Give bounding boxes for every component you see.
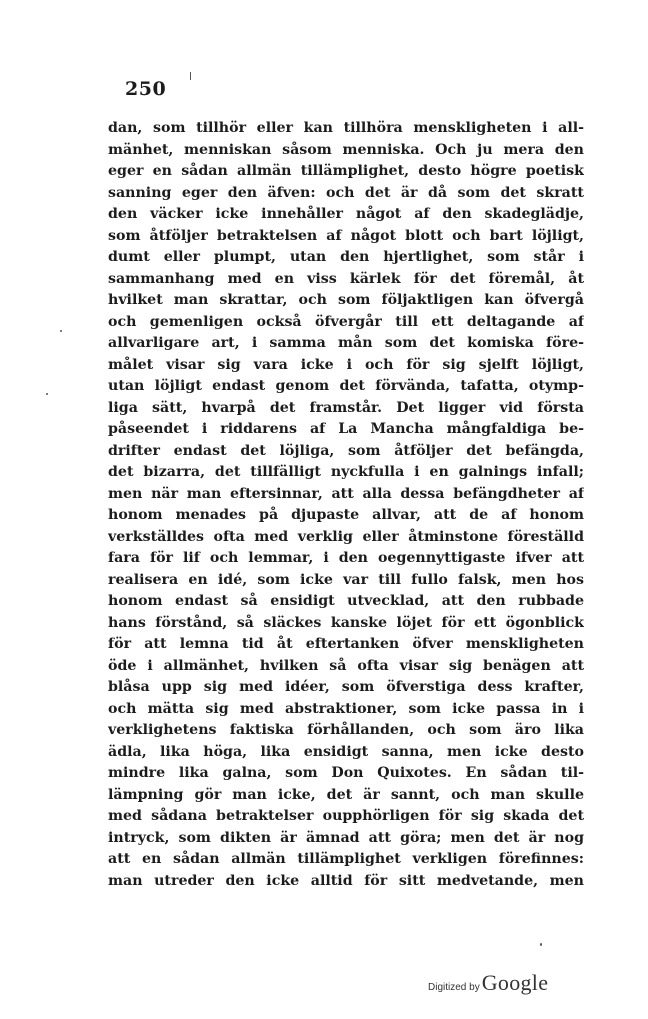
text-line: dan, som tillhör eller kan tillhöra menskligheten i all- bbox=[108, 120, 584, 136]
text-line: liga sätt, hvarpå det framstår. Det ligger vid första bbox=[108, 399, 584, 416]
text-line: öde i allmänhet, hvilken så ofta visar sig benägen att bbox=[108, 657, 584, 674]
text-line: lämpning gör man icke, det är sannt, och man skulle bbox=[108, 786, 584, 803]
text-line: honom endast så ensidigt utvecklad, att den rubbade bbox=[108, 593, 584, 609]
text-line: fara för lif och lemmar, i den oegennyttigaste ifver att bbox=[108, 550, 584, 566]
text-line: sanning eger den äfven: och det är då som det skratt bbox=[108, 184, 584, 201]
scan-speck bbox=[60, 330, 62, 332]
scan-speck bbox=[46, 393, 48, 395]
text-line: att en sådan allmän tillämplighet verkligen förefinnes: bbox=[108, 851, 584, 867]
digitized-by-label: Digitized by bbox=[428, 982, 480, 993]
text-line: men när man eftersinnar, att alla dessa befängdheter af bbox=[108, 485, 584, 502]
google-logo: Google bbox=[481, 970, 549, 995]
digitized-by-google-watermark bbox=[428, 970, 548, 996]
text-line: ädla, lika höga, lika ensidigt sanna, men icke desto bbox=[108, 743, 584, 760]
page-number: 250 bbox=[125, 78, 167, 100]
text-line: för att lemna tid åt eftertanken öfver menskligheten bbox=[108, 636, 584, 652]
text-line: utan löjligt endast genom det förvända, tafatta, otymp- bbox=[108, 378, 584, 394]
text-line: som åtföljer betraktelsen af något blott och bart löjligt, bbox=[108, 227, 584, 244]
text-line: den väcker icke innehåller något af den skadeglädje, bbox=[108, 206, 584, 222]
text-line: med sådana betraktelser oupphörligen för sig skada det bbox=[108, 808, 584, 824]
text-line: och gemenligen också öfvergår till ett deltagande af bbox=[108, 313, 584, 330]
scan-speck bbox=[190, 72, 191, 80]
text-line: man utreder den icke alltid för sitt medvetande, men bbox=[108, 872, 584, 889]
text-line: sammanhang med en viss kärlek för det föremål, åt bbox=[108, 270, 584, 287]
text-line: verkställdes ofta med verklig eller åtminstone föreställd bbox=[108, 528, 584, 545]
text-line: det bizarra, det tillfälligt nyckfulla i en galnings infall; bbox=[108, 464, 584, 480]
text-line: blåsa upp sig med idéer, som öfverstiga dess krafter, bbox=[108, 679, 584, 695]
body-text bbox=[108, 118, 584, 892]
text-line: mindre lika galna, som Don Quixotes. En sådan til- bbox=[108, 765, 584, 781]
text-line: honom menades på djupaste allvar, att de af honom bbox=[108, 507, 584, 523]
text-line: realisera en idé, som icke var till fullo falsk, men hos bbox=[108, 571, 584, 588]
text-line: intryck, som dikten är ämnad att göra; men det är nog bbox=[108, 829, 584, 846]
text-line: mänhet, menniskan såsom menniska. Och ju mera den bbox=[108, 141, 584, 158]
text-line: eger en sådan allmän tillämplighet, desto högre poetisk bbox=[108, 163, 584, 179]
text-line: påseendet i riddarens af La Mancha mångfaldiga be- bbox=[108, 421, 584, 437]
scan-speck bbox=[540, 943, 542, 946]
text-line: målet visar sig vara icke i och för sig sjelft löjligt, bbox=[108, 356, 584, 373]
text-line: hans förstånd, så släckes kanske löjet för ett ögonblick bbox=[108, 614, 584, 631]
text-line: hvilket man skrattar, och som följaktligen kan öfvergå bbox=[108, 292, 584, 308]
text-line: drifter endast det löjliga, som åtföljer det befängda, bbox=[108, 442, 584, 459]
text-line: och mätta sig med abstraktioner, som icke passa in i bbox=[108, 700, 584, 717]
text-line: allvarligare art, i samma mån som det komiska före- bbox=[108, 335, 584, 351]
text-line: verklighetens faktiska förhållanden, och som äro lika bbox=[108, 722, 584, 738]
text-line: dumt eller plumpt, utan den hjertlighet, som står i bbox=[108, 249, 584, 265]
